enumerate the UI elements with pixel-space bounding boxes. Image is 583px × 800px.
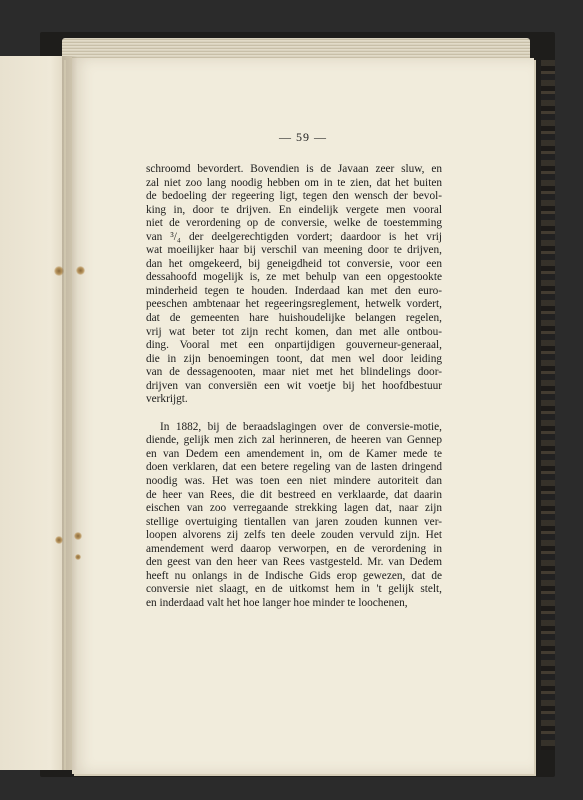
text-line: niet de verordening op de conversie, welke de toestemming [146, 217, 442, 230]
text-line: de bedoeling der regeering ligt, tegen den wensch der bevol- [146, 190, 442, 203]
text-line: schroomd bevordert. Bovendien is de Javaan zeer sluw, en [146, 163, 442, 175]
text-line: van ³/₄ der deelgerechtigden vordert; daardoor is het vrij [146, 230, 442, 243]
text-line: loopen alvorens zij zelfs ten deele zouden vervuld zijn. Het [146, 529, 442, 542]
text-line: doen verklaren, dat een betere regeling van de lasten dringend [146, 461, 442, 474]
text-line: dessahoofd mogelijk is, ze met behulp van een opgestookte [146, 271, 442, 284]
text-line: ding. Vooral met een onpartijdigen gouverneur-generaal, [146, 339, 442, 352]
paragraph [146, 421, 442, 611]
text-line: king in, door te drijven. En eindelijk vergete men vooral [146, 203, 442, 216]
text-line: heeft nu onlangs in de Indische Gids erop gewezen, dat de [146, 569, 442, 582]
page-edge-line [64, 60, 66, 770]
text-line: stellige overtuiging tientallen van jaren zouden kunnen ver- [146, 515, 442, 528]
text-line: vrij wat beter tot zijn recht komen, dan met alle ontbou- [146, 325, 442, 338]
text-line: zal niet zoo lang noodig hebben om in te zien, dat het buiten [146, 176, 442, 189]
text-line: en van Dedem een amendement in, om de Kamer mede te [146, 447, 442, 460]
text-line: noodig was. Het was toen een niet mindere autoriteit dan [146, 475, 442, 488]
text-line: dan het omgekeerd, bij geneigdheid tot conversie, voor een [146, 257, 442, 270]
text-line: eischen van zoo verregaande strekking lagen dat, naar zijn [146, 502, 442, 515]
paragraph [146, 163, 442, 407]
text-line: en inderdaad valt het hoe langer hoe minder te loochenen, [146, 596, 408, 609]
text-line: wat moeilijker haar bij verschil van meening door te drijven, [146, 244, 442, 257]
cover-edge-texture [541, 60, 555, 750]
paragraph-gap [146, 407, 442, 421]
body-text [146, 163, 442, 611]
page-number: — 59 — [279, 130, 327, 144]
text-line: peeschen ambtenaar het regeeringsreglement, hetwelk vordert, [146, 298, 442, 311]
text-line: verkrijgt. [146, 393, 188, 406]
text-line: In 1882, bij de beraadslagingen over de conversie-motie, [160, 420, 442, 433]
text-line: diende, gelijk men zich zal herinneren, de heeren van Gennep [146, 434, 442, 447]
text-line: amendement werd daarop verworpen, en de verordening in [146, 542, 442, 555]
text-line: conversie niet slaagt, en de uitkomst hem in 't gelijk stelt, [146, 583, 442, 596]
text-line: den geest van den heer van Rees vastgesteld. Mr. van Dedem [146, 556, 442, 569]
text-line: drijven van conversiën een wit voetje bij het hoofdbestuur [146, 379, 442, 392]
text-line: van de dessagenooten, maar niet met het blindelings door- [146, 366, 442, 379]
text-line: de heer van Rees, die dit bestreed en verklaarde, dat daarin [146, 488, 442, 501]
text-line: minderheid tegen te houden. Inderdaad kan met den euro- [146, 284, 442, 297]
text-line: dat de gemeenten hare huishoudelijke belangen regelen, [146, 312, 442, 325]
text-line: die in zijn benoemingen toont, dat men wel door leiding [146, 352, 442, 365]
